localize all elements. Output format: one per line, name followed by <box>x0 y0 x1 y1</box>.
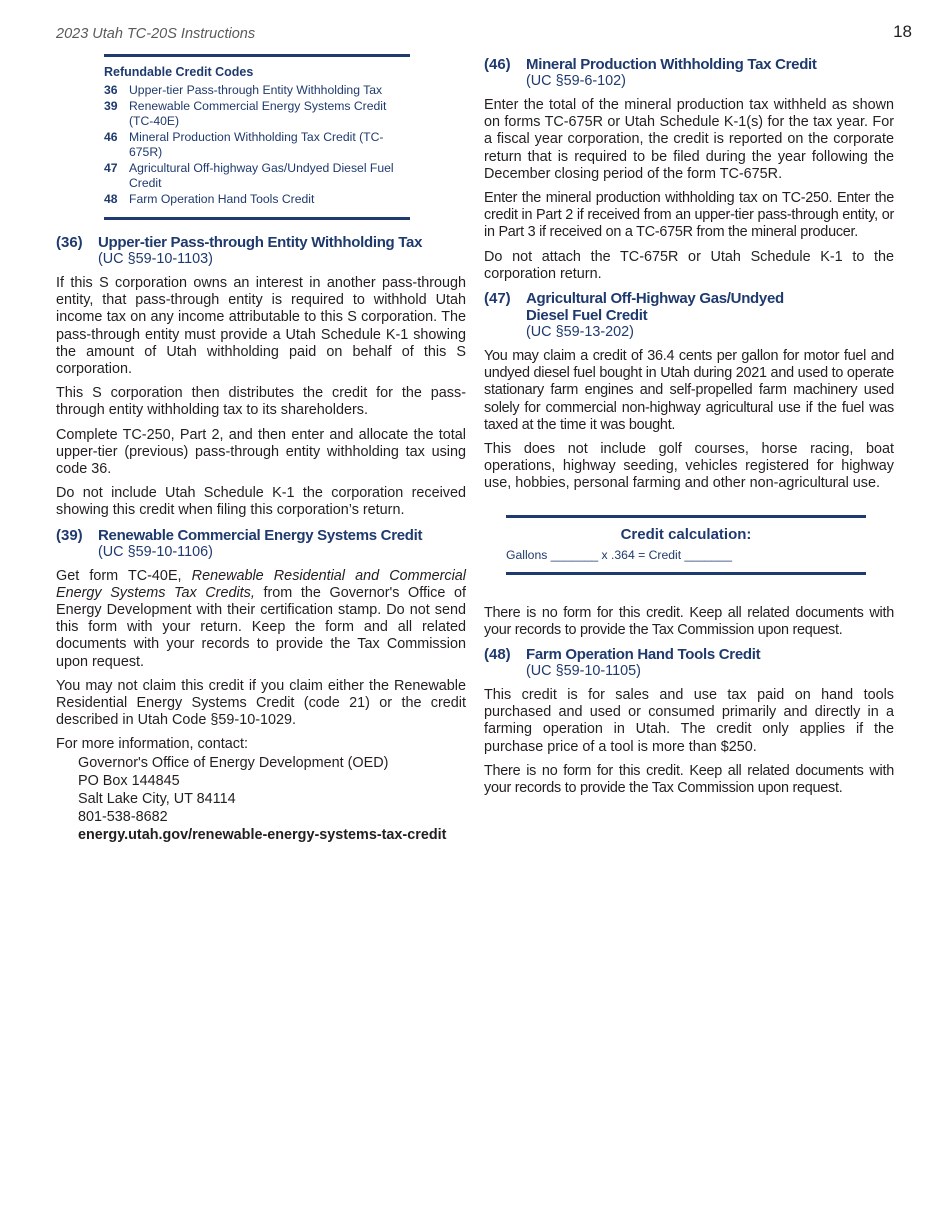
section-title-line: Agricultural Off-Highway Gas/Undyed <box>526 290 784 308</box>
section-reference: (UC §59-13-202) <box>526 324 634 341</box>
code-item <box>104 130 410 161</box>
contact-line: 801-538-8682 <box>78 808 168 825</box>
section-47-paragraph: This does not include golf courses, horse racing, boat operations, highway seeding, vehicles registered for highway use, hobbies, personal farming and other non-agricultural use. <box>484 441 894 492</box>
section-reference: (UC §59-6-102) <box>526 73 626 89</box>
code-item <box>104 161 410 192</box>
page-number: 18 <box>893 22 912 41</box>
section-46-paragraph: Do not attach the TC-675R or Utah Schedule K-1 to the corporation return. <box>484 248 894 282</box>
section-number: (36) <box>56 234 83 251</box>
form-title-italic: Renewable Residential and Commercial Energy Systems Tax Credits, <box>56 567 466 601</box>
section-number: (39) <box>56 526 83 544</box>
section-48-paragraph: This credit is for sales and use tax paid on hand tools purchased and used or consumed primarily and directly in a farming operation in Utah. The credit only applies if the purchase price of a tool is more than $250. <box>484 687 894 755</box>
contact-line: Salt Lake City, UT 84114 <box>78 790 236 807</box>
section-number: (48) <box>484 646 511 664</box>
section-reference: (UC §59-10-1106) <box>98 543 213 560</box>
right-column <box>484 54 894 804</box>
section-46-paragraph: Enter the mineral production withholding tax on TC-250. Enter the credit in Part 2 if received from an upper-tier pass-through entity, or in Part 3 if received on a TC-675R from the mineral producer. <box>484 190 894 241</box>
code-label: Renewable Commercial Energy Systems Credit (TC-40E) <box>129 98 387 128</box>
code-label: Upper-tier Pass-through Entity Withholding Tax <box>129 83 383 97</box>
section-36-paragraph: If this S corporation owns an interest in another pass-through entity, that pass-through entity is required to withhold Utah income tax on any income attributable to this S corporation. The pass-through entity must provide a Utah Schedule K-1 showing the amount of Utah withholding paid on behalf of this S corporation. <box>56 275 466 378</box>
section-39-paragraph <box>56 568 466 671</box>
section-title: Farm Operation Hand Tools Credit <box>526 646 761 664</box>
section-48-heading <box>484 646 894 687</box>
code-number: 47 <box>104 160 118 175</box>
section-title: Upper-tier Pass-through Entity Withholding Tax <box>98 234 423 251</box>
section-47-note: There is no form for this credit. Keep all related documents with your records to provide the Tax Commission upon request. <box>484 604 894 638</box>
text-run: from the Governor's Office of Energy Development with their certification stamp. Do not send this form with your return. Keep the form and all related documents with your records to provide the Tax Commission upon request. <box>56 584 466 670</box>
code-label: Agricultural Off-highway Gas/Undyed Diesel Fuel Credit <box>129 160 394 190</box>
section-48-paragraph: There is no form for this credit. Keep all related documents with your records to provide the Tax Commission upon request. <box>484 762 894 797</box>
document-title: 2023 Utah TC-20S Instructions <box>56 26 256 42</box>
section-47-heading <box>484 290 894 348</box>
section-47-paragraph: You may claim a credit of 36.4 cents per gallon for motor fuel and undyed diesel fuel bought in Utah during 2021 and used to operate stationary farm engines and self-propelled farm machinery used solely for commercial non-highway agricultural use if the fuel was taxed at the time it was bought. <box>484 348 894 433</box>
left-column <box>56 54 466 844</box>
text-run: Get form TC-40E, <box>56 567 192 584</box>
calc-title: Credit calculation: <box>620 525 752 543</box>
section-46-paragraph: Enter the total of the mineral production tax withheld as shown on forms TC-675R or Utah Schedule K-1(s) for the tax year. For a fiscal year corporation, the credit is reported on the corporate return that is required to be filed during the year following the December closing period of the form TC-675R. <box>484 97 894 182</box>
section-number: (47) <box>484 290 511 308</box>
code-number: 46 <box>104 129 118 144</box>
code-item <box>104 192 410 208</box>
section-46-heading <box>484 56 894 97</box>
section-36-paragraph: This S corporation then distributes the credit for the pass-through entity withholding tax to its shareholders. <box>56 385 466 419</box>
contact-website-link[interactable]: energy.utah.gov/renewable-energy-systems-tax-credit <box>78 826 447 843</box>
section-number: (46) <box>484 56 511 73</box>
code-number: 48 <box>104 191 118 206</box>
code-label: Mineral Production Withholding Tax Credit (TC-675R) <box>129 129 384 159</box>
calc-formula: Gallons _______ x .364 = Credit _______ <box>506 547 732 562</box>
contact-block <box>78 754 466 844</box>
refundable-credit-codes-box <box>104 54 410 220</box>
credit-calculation-box <box>506 515 866 575</box>
section-reference: (UC §59-10-1105) <box>526 663 641 680</box>
codes-box-title: Refundable Credit Codes <box>104 65 254 79</box>
section-36-paragraph: Complete TC-250, Part 2, and then enter and allocate the total upper-tier (previous) pass-through entity withholding tax using code 36. <box>56 426 466 478</box>
code-label: Farm Operation Hand Tools Credit <box>129 191 315 206</box>
section-title-line: Diesel Fuel Credit <box>526 307 648 325</box>
section-reference: (UC §59-10-1103) <box>98 251 213 267</box>
contact-intro: For more information, contact: <box>56 736 248 753</box>
code-item <box>104 99 410 130</box>
section-39-heading <box>56 527 466 568</box>
section-36-paragraph: Do not include Utah Schedule K-1 the corporation received showing this credit when filing this corporation’s return. <box>56 485 466 519</box>
contact-line: PO Box 144845 <box>78 772 180 789</box>
code-item <box>104 83 410 99</box>
section-title: Renewable Commercial Energy Systems Credit <box>98 526 423 544</box>
section-36-heading <box>56 234 466 275</box>
contact-line: Governor's Office of Energy Development (OED) <box>78 754 389 771</box>
code-number: 39 <box>104 98 118 113</box>
section-39-paragraph: You may not claim this credit if you claim either the Renewable Residential Energy Systems Credit (code 21) or the credit described in Utah Code §59-10-1029. <box>56 677 466 729</box>
code-number: 36 <box>104 83 118 97</box>
section-title: Mineral Production Withholding Tax Credit <box>526 56 817 73</box>
